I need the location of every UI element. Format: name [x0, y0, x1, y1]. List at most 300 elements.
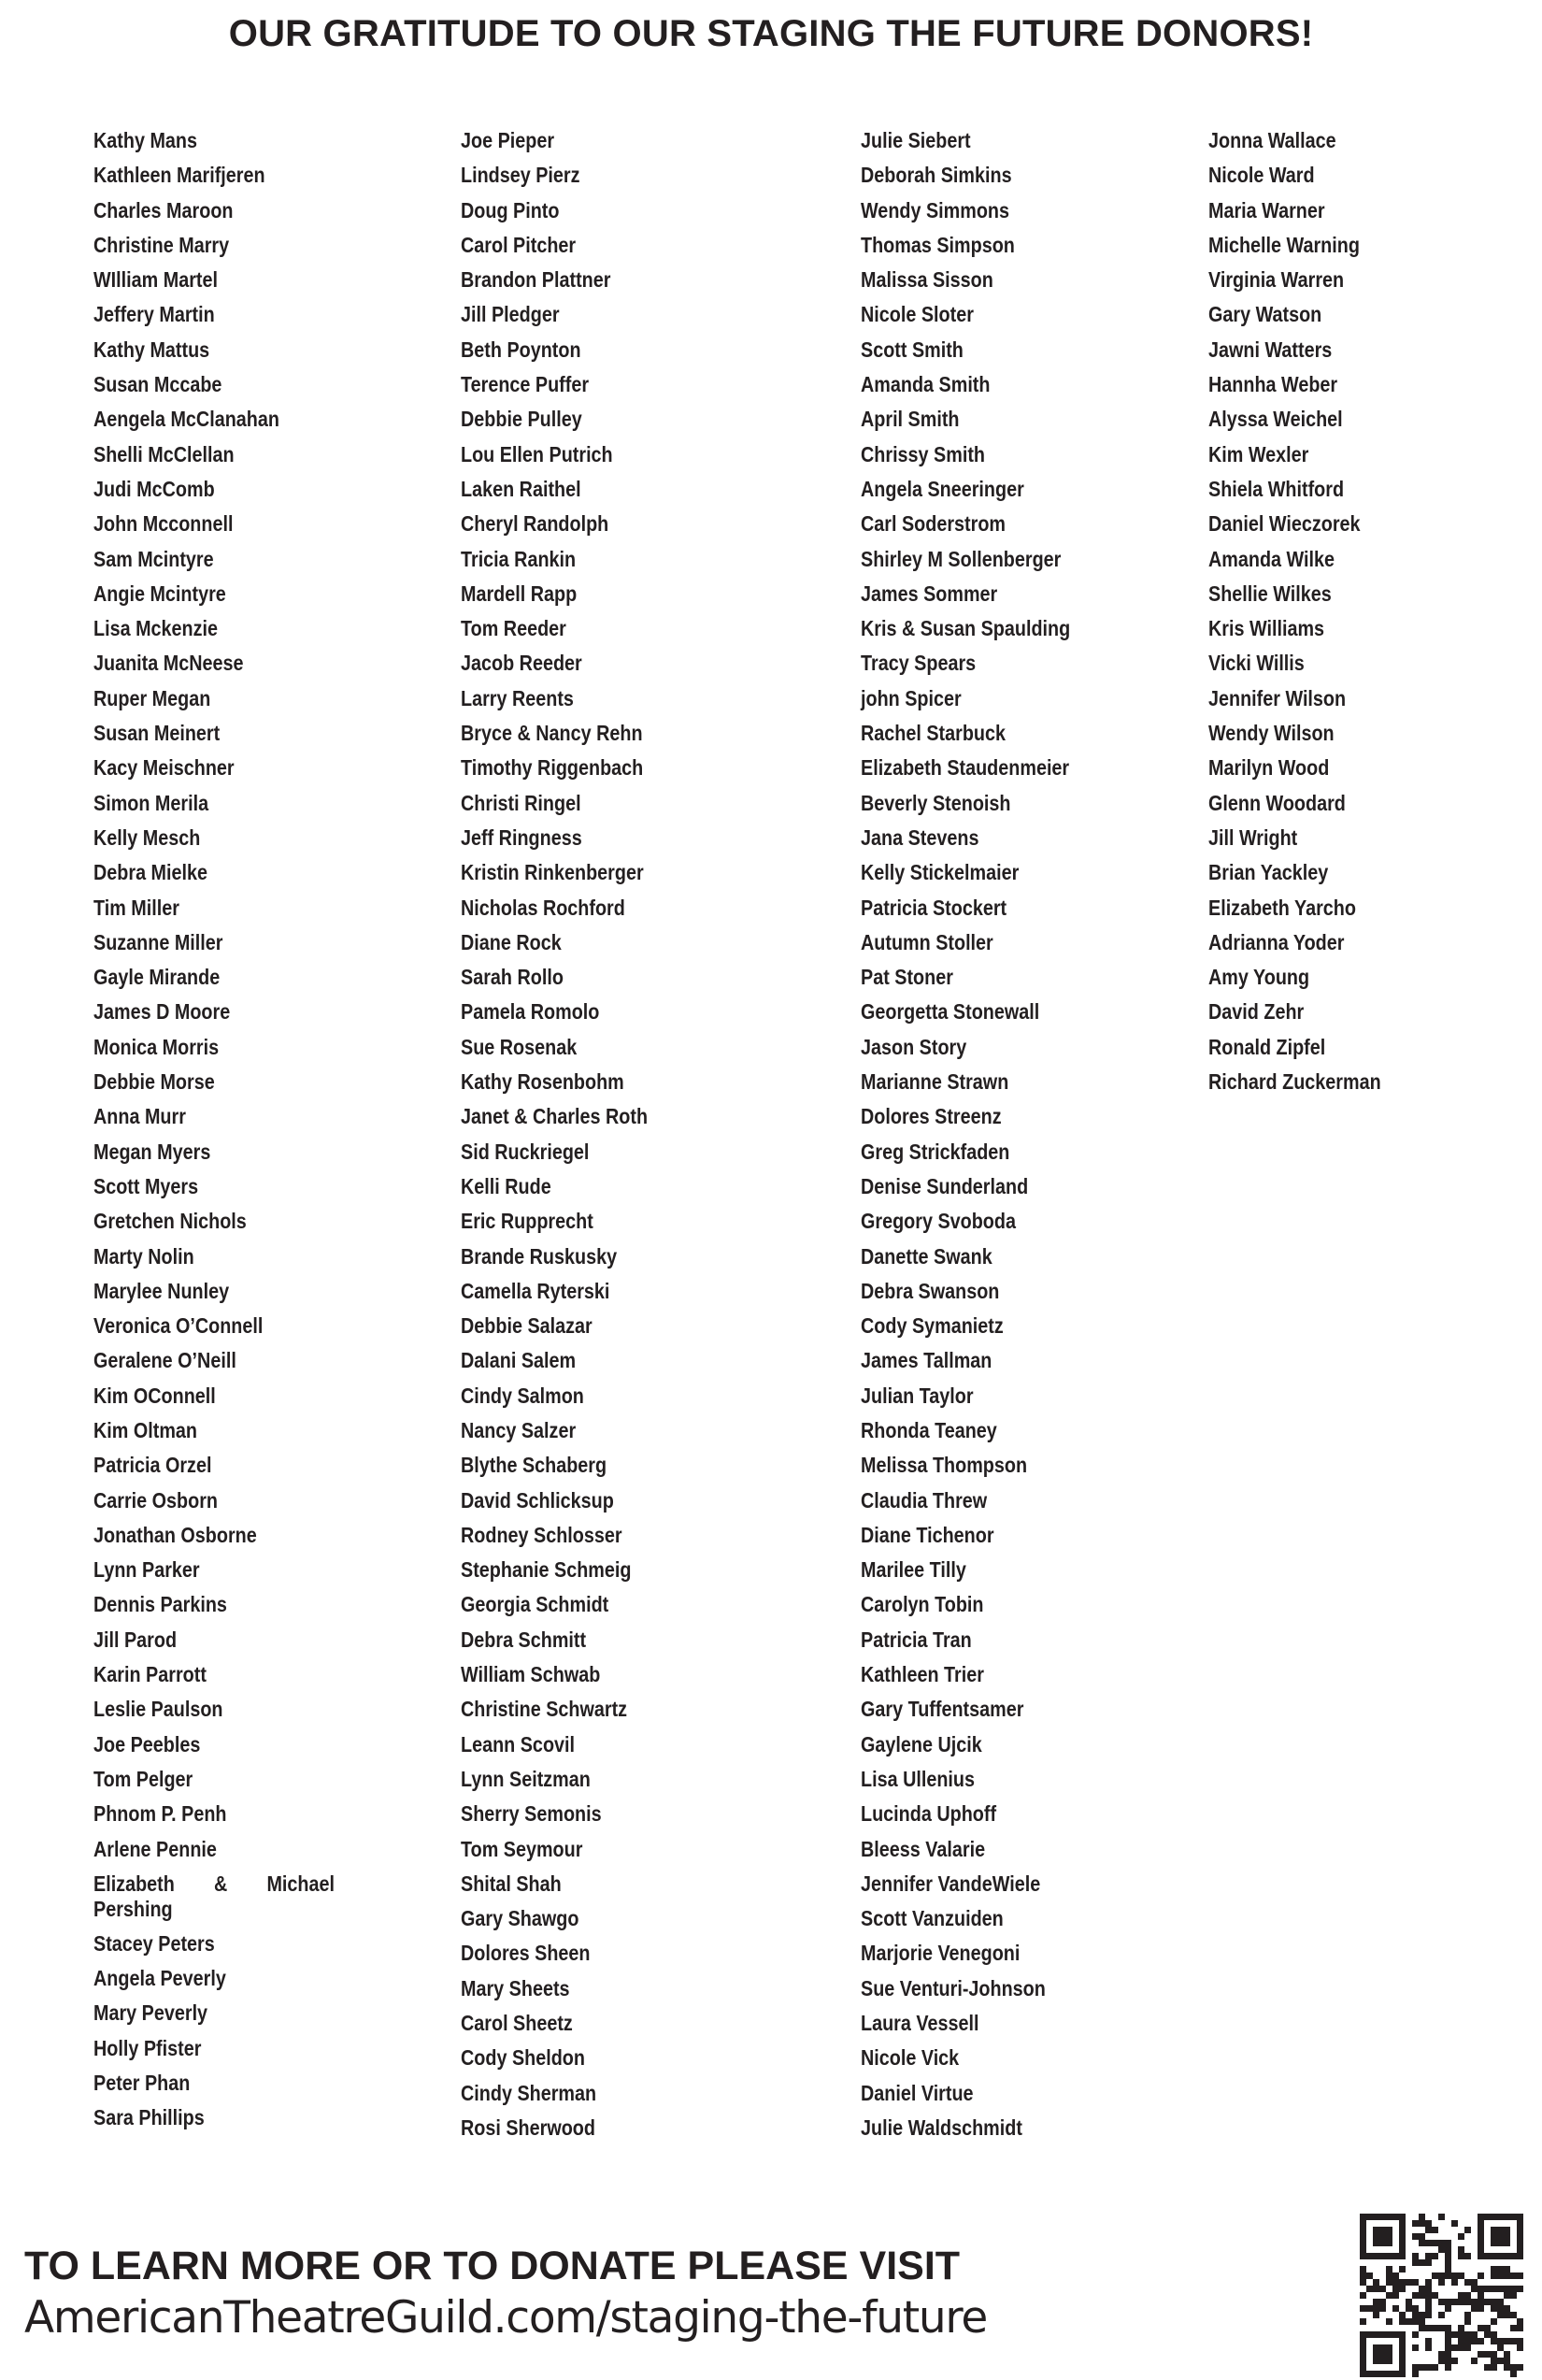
qr-module — [1406, 2279, 1412, 2286]
donor-name: Marilyn Wood — [1208, 755, 1330, 781]
donor-name: David Schlicksup — [461, 1487, 614, 1513]
qr-module — [1445, 2240, 1451, 2246]
qr-module — [1510, 2325, 1517, 2331]
donor-name: Gregory Svoboda — [861, 1209, 1016, 1234]
donor-name: Mary Peverly — [93, 2000, 208, 2026]
qr-module — [1517, 2253, 1523, 2259]
qr-module — [1360, 2318, 1366, 2325]
donor-name: Julian Taylor — [861, 1383, 974, 1408]
qr-module — [1412, 2371, 1419, 2377]
qr-module — [1438, 2279, 1445, 2286]
donor-name: Amanda Wilke — [1208, 546, 1335, 571]
qr-module — [1379, 2227, 1386, 2233]
qr-module — [1360, 2358, 1366, 2364]
donor-name: Camella Ryterski — [461, 1278, 610, 1303]
qr-module — [1517, 2318, 1523, 2325]
qr-module — [1484, 2331, 1491, 2338]
donor-name: Brian Yackley — [1208, 860, 1329, 885]
qr-module — [1458, 2253, 1464, 2259]
donor-name: Carrie Osborn — [93, 1487, 219, 1513]
qr-module — [1379, 2240, 1386, 2246]
qr-module — [1366, 2331, 1373, 2338]
qr-module — [1425, 2259, 1432, 2266]
qr-module — [1497, 2338, 1504, 2344]
donor-name: Jeff Ringness — [461, 824, 582, 850]
qr-module — [1497, 2227, 1504, 2233]
donor-name: James Tallman — [861, 1348, 992, 1373]
qr-module — [1445, 2246, 1451, 2253]
donor-name: Jason Story — [861, 1034, 967, 1059]
qr-module — [1504, 2214, 1510, 2220]
qr-module — [1360, 2227, 1366, 2233]
qr-module — [1464, 2338, 1471, 2344]
qr-module — [1478, 2227, 1484, 2233]
donor-name: Scott Myers — [93, 1173, 199, 1198]
donor-name: Megan Myers — [93, 1139, 211, 1164]
qr-module — [1471, 2299, 1478, 2305]
qr-module — [1412, 2331, 1419, 2338]
qr-module — [1445, 2305, 1451, 2312]
donor-name: Aengela McClanahan — [93, 407, 279, 432]
donor-name: Sara Phillips — [93, 2105, 205, 2130]
donor-name: Shirley M Sollenberger — [861, 546, 1062, 571]
qr-module — [1478, 2325, 1484, 2331]
qr-module — [1399, 2214, 1406, 2220]
donor-name: Lou Ellen Putrich — [461, 441, 613, 466]
qr-module — [1386, 2227, 1392, 2233]
qr-module — [1386, 2358, 1392, 2364]
qr-module — [1438, 2351, 1445, 2358]
qr-module — [1412, 2364, 1419, 2371]
qr-module — [1497, 2305, 1504, 2312]
donor-name: Judi McComb — [93, 476, 215, 501]
qr-module — [1399, 2240, 1406, 2246]
donor-name: Joe Peebles — [93, 1731, 201, 1756]
qr-module — [1478, 2220, 1484, 2227]
qr-module — [1478, 2214, 1484, 2220]
qr-module — [1517, 2286, 1523, 2292]
qr-module — [1392, 2253, 1399, 2259]
donor-name: Phnom P. Penh — [93, 1801, 227, 1827]
qr-module — [1419, 2214, 1425, 2220]
qr-module — [1373, 2214, 1379, 2220]
qr-module — [1504, 2240, 1510, 2246]
donor-column-2 — [461, 123, 678, 2145]
qr-module — [1471, 2305, 1478, 2312]
donor-name: Kathy Mans — [93, 128, 198, 152]
qr-module — [1497, 2358, 1504, 2364]
donor-column-3 — [861, 123, 1105, 2145]
donor-name: Carol Pitcher — [461, 232, 577, 257]
qr-module — [1478, 2233, 1484, 2240]
qr-module — [1478, 2305, 1484, 2312]
qr-module — [1419, 2286, 1425, 2292]
qr-module — [1458, 2325, 1464, 2331]
qr-module — [1445, 2272, 1451, 2279]
qr-code-icon[interactable] — [1360, 2214, 1523, 2377]
qr-module — [1517, 2220, 1523, 2227]
qr-module — [1432, 2272, 1438, 2279]
qr-module — [1451, 2279, 1458, 2286]
qr-module — [1412, 2305, 1419, 2312]
qr-module — [1497, 2233, 1504, 2240]
donor-name: Pat Stoner — [861, 965, 953, 990]
donor-name: Chrissy Smith — [861, 441, 986, 466]
donor-name: Jennifer VandeWiele — [861, 1871, 1041, 1896]
donor-name: Patricia Tran — [861, 1627, 972, 1652]
donor-name: Sarah Rollo — [461, 965, 564, 990]
donor-name: Mary Sheets — [461, 1975, 570, 2000]
qr-module — [1432, 2364, 1438, 2371]
qr-module — [1379, 2358, 1386, 2364]
qr-module — [1360, 2371, 1366, 2377]
donor-name: Elizabeth & Michael Pershing — [93, 1871, 335, 1921]
qr-module — [1425, 2364, 1432, 2371]
qr-module — [1478, 2272, 1484, 2279]
qr-module — [1510, 2272, 1517, 2279]
qr-module — [1445, 2364, 1451, 2371]
qr-module — [1419, 2292, 1425, 2299]
qr-module — [1412, 2312, 1419, 2318]
donor-name: William Schwab — [461, 1662, 601, 1687]
qr-module — [1360, 2279, 1366, 2286]
donor-name: James D Moore — [93, 999, 231, 1025]
qr-module — [1504, 2253, 1510, 2259]
donor-name: Timothy Riggenbach — [461, 755, 644, 781]
qr-module — [1360, 2292, 1366, 2299]
qr-module — [1438, 2312, 1445, 2318]
donor-name: Jill Wright — [1208, 824, 1298, 850]
qr-module — [1445, 2351, 1451, 2358]
qr-module — [1451, 2299, 1458, 2305]
donor-name: Cheryl Randolph — [461, 511, 609, 537]
qr-module — [1504, 2305, 1510, 2312]
qr-module — [1458, 2338, 1464, 2344]
donor-name: Sue Rosenak — [461, 1034, 578, 1059]
qr-module — [1373, 2227, 1379, 2233]
qr-module — [1399, 2364, 1406, 2371]
qr-module — [1360, 2246, 1366, 2253]
qr-module — [1419, 2325, 1425, 2331]
qr-module — [1386, 2344, 1392, 2351]
qr-module — [1451, 2331, 1458, 2338]
qr-module — [1451, 2358, 1458, 2364]
donate-url-link[interactable]: AmericanTheatreGuild.com/staging-the-future — [24, 2292, 987, 2344]
donor-name: John Mcconnell — [93, 511, 234, 537]
qr-module — [1458, 2233, 1464, 2240]
donor-name: Jonathan Osborne — [93, 1522, 257, 1547]
qr-module — [1451, 2344, 1458, 2351]
qr-module — [1399, 2331, 1406, 2338]
donor-name: Gayle Mirande — [93, 965, 221, 990]
qr-module — [1484, 2253, 1491, 2259]
donor-name: Patricia Orzel — [93, 1453, 212, 1478]
donor-name: Jeffery Martin — [93, 302, 215, 327]
qr-module — [1517, 2214, 1523, 2220]
donor-name: Nicole Sloter — [861, 302, 974, 327]
donor-column-1 — [93, 123, 374, 2136]
qr-module — [1471, 2279, 1478, 2286]
qr-module — [1425, 2253, 1432, 2259]
donor-name: Susan Mccabe — [93, 372, 222, 397]
donor-name: Daniel Wieczorek — [1208, 511, 1361, 537]
donor-name: Pamela Romolo — [461, 999, 600, 1025]
qr-module — [1432, 2227, 1438, 2233]
qr-module — [1510, 2338, 1517, 2344]
donor-name: Terence Puffer — [461, 372, 590, 397]
donor-name: Sam Mcintyre — [93, 546, 214, 571]
donor-name: Christi Ringel — [461, 790, 581, 815]
donor-name: Simon Merila — [93, 790, 209, 815]
donor-name: Patricia Stockert — [861, 895, 1007, 920]
donor-name: Amanda Smith — [861, 372, 991, 397]
qr-module — [1517, 2227, 1523, 2233]
qr-module — [1399, 2338, 1406, 2344]
qr-module — [1386, 2233, 1392, 2240]
qr-module — [1360, 2338, 1366, 2344]
qr-module — [1373, 2240, 1379, 2246]
qr-module — [1399, 2266, 1406, 2272]
qr-module — [1445, 2358, 1451, 2364]
qr-module — [1517, 2338, 1523, 2344]
qr-module — [1504, 2358, 1510, 2364]
donor-name: Thomas Simpson — [861, 232, 1015, 257]
donor-name: Rhonda Teaney — [861, 1417, 997, 1442]
qr-module — [1425, 2338, 1432, 2344]
qr-module — [1419, 2233, 1425, 2240]
donor-name: Rosi Sherwood — [461, 2115, 595, 2140]
donor-name: Kelly Stickelmaier — [861, 860, 1020, 885]
qr-module — [1366, 2371, 1373, 2377]
qr-module — [1373, 2253, 1379, 2259]
donor-name: Arlene Pennie — [93, 1836, 217, 1861]
donor-name: Angela Sneeringer — [861, 476, 1024, 501]
qr-module — [1373, 2233, 1379, 2240]
donor-name: Virginia Warren — [1208, 267, 1345, 293]
qr-module — [1491, 2331, 1497, 2338]
donor-name: Hannha Weber — [1208, 372, 1338, 397]
donor-name: Ronald Zipfel — [1208, 1034, 1326, 1059]
qr-module — [1445, 2331, 1451, 2338]
donor-name: Rachel Starbuck — [861, 721, 1007, 746]
donor-name: Leann Scovil — [461, 1731, 576, 1756]
donor-name: Claudia Threw — [861, 1487, 988, 1513]
donor-name: Eric Rupprecht — [461, 1209, 593, 1234]
qr-module — [1373, 2371, 1379, 2377]
qr-module — [1491, 2358, 1497, 2364]
donor-name: Stacey Peters — [93, 1930, 215, 1956]
qr-module — [1412, 2259, 1419, 2266]
qr-module — [1438, 2272, 1445, 2279]
donor-name: Adrianna Yoder — [1208, 929, 1345, 954]
qr-module — [1478, 2338, 1484, 2344]
qr-module — [1491, 2318, 1497, 2325]
donor-name: Debbie Morse — [93, 1069, 215, 1095]
donor-name: Maria Warner — [1208, 197, 1325, 222]
donor-name: Kathy Mattus — [93, 337, 210, 362]
qr-module — [1366, 2286, 1373, 2292]
qr-module — [1497, 2266, 1504, 2272]
donor-name: Wendy Wilson — [1208, 721, 1335, 746]
donor-name: Gary Tuffentsamer — [861, 1697, 1024, 1722]
donor-name: Elizabeth Staudenmeier — [861, 755, 1070, 781]
qr-module — [1478, 2240, 1484, 2246]
donor-name: Tracy Spears — [861, 651, 977, 676]
donor-name: Kelly Mesch — [93, 824, 201, 850]
donor-name: Denise Sunderland — [861, 1173, 1029, 1198]
donor-name: Leslie Paulson — [93, 1697, 223, 1722]
qr-module — [1425, 2312, 1432, 2318]
donor-name: Julie Siebert — [861, 128, 971, 152]
donor-name: Susan Meinert — [93, 721, 221, 746]
qr-module — [1412, 2279, 1419, 2286]
qr-module — [1464, 2227, 1471, 2233]
donor-name: Angie Mcintyre — [93, 581, 226, 606]
donor-name: Scott Vanzuiden — [861, 1906, 1004, 1931]
donor-name: Nicole Ward — [1208, 163, 1315, 188]
donor-name: Gaylene Ujcik — [861, 1731, 982, 1756]
donor-name: Holly Pfister — [93, 2035, 202, 2060]
donor-name: Ruper Megan — [93, 685, 211, 710]
qr-module — [1484, 2214, 1491, 2220]
qr-module — [1406, 2299, 1412, 2305]
qr-module — [1471, 2338, 1478, 2344]
donor-name: Dolores Sheen — [461, 1941, 591, 1966]
qr-module — [1419, 2312, 1425, 2318]
donor-name: Beth Poynton — [461, 337, 581, 362]
qr-module — [1379, 2305, 1386, 2312]
qr-module — [1504, 2272, 1510, 2279]
donor-name: Mardell Rapp — [461, 581, 578, 606]
donor-name: Debra Mielke — [93, 860, 208, 885]
donor-name: Jennifer Wilson — [1208, 685, 1347, 710]
donor-name: Carol Sheetz — [461, 2011, 573, 2036]
donor-name: Gary Watson — [1208, 302, 1322, 327]
donor-name: Lisa Ullenius — [861, 1766, 976, 1791]
qr-module — [1425, 2240, 1432, 2246]
qr-module — [1510, 2364, 1517, 2371]
qr-module — [1517, 2325, 1523, 2331]
qr-module — [1445, 2344, 1451, 2351]
donor-name: Georgetta Stonewall — [861, 999, 1040, 1025]
qr-module — [1517, 2233, 1523, 2240]
donor-name: Kacy Meischner — [93, 755, 235, 781]
qr-module — [1379, 2286, 1386, 2292]
qr-module — [1425, 2344, 1432, 2351]
donor-name: Alyssa Weichel — [1208, 407, 1343, 432]
qr-module — [1491, 2266, 1497, 2272]
donor-name: Marianne Strawn — [861, 1069, 1009, 1095]
qr-module — [1360, 2220, 1366, 2227]
qr-module — [1392, 2305, 1399, 2312]
donor-name: Karin Parrott — [93, 1662, 207, 1687]
qr-module — [1386, 2292, 1392, 2299]
donor-name: Suzanne Miller — [93, 929, 223, 954]
qr-module — [1425, 2220, 1432, 2227]
qr-module — [1379, 2371, 1386, 2377]
donor-name: Nancy Salzer — [461, 1417, 577, 1442]
qr-module — [1464, 2318, 1471, 2325]
qr-module — [1478, 2351, 1484, 2358]
qr-module — [1425, 2227, 1432, 2233]
donor-name: Angela Peverly — [93, 1966, 226, 1991]
qr-module — [1491, 2364, 1497, 2371]
qr-module — [1399, 2233, 1406, 2240]
qr-module — [1464, 2312, 1471, 2318]
donor-name: Jonna Wallace — [1208, 128, 1336, 152]
qr-module — [1386, 2240, 1392, 2246]
qr-module — [1491, 2233, 1497, 2240]
donor-name: Amy Young — [1208, 965, 1310, 990]
qr-module — [1386, 2318, 1392, 2325]
donor-name: Michelle Warning — [1208, 232, 1360, 257]
qr-module — [1399, 2286, 1406, 2292]
donor-name: Tom Pelger — [93, 1766, 193, 1791]
donor-name: Wendy Simmons — [861, 197, 1010, 222]
qr-module — [1458, 2246, 1464, 2253]
qr-module — [1360, 2331, 1366, 2338]
qr-module — [1360, 2233, 1366, 2240]
donor-name: Lynn Parker — [93, 1557, 200, 1583]
qr-module — [1379, 2253, 1386, 2259]
qr-module — [1517, 2240, 1523, 2246]
qr-module — [1399, 2358, 1406, 2364]
donor-name: Shellie Wilkes — [1208, 581, 1332, 606]
donor-name: Nicholas Rochford — [461, 895, 625, 920]
qr-module — [1392, 2272, 1399, 2279]
qr-module — [1491, 2305, 1497, 2312]
qr-module — [1464, 2299, 1471, 2305]
donor-name: Melissa Thompson — [861, 1453, 1028, 1478]
donor-name: Janet & Charles Roth — [461, 1104, 649, 1129]
qr-module — [1438, 2358, 1445, 2364]
qr-module — [1464, 2331, 1471, 2338]
qr-module — [1360, 2351, 1366, 2358]
qr-module — [1386, 2279, 1392, 2286]
qr-module — [1399, 2246, 1406, 2253]
qr-module — [1379, 2233, 1386, 2240]
qr-module — [1517, 2344, 1523, 2351]
donor-name: WIlliam Martel — [93, 267, 219, 293]
qr-module — [1360, 2344, 1366, 2351]
qr-module — [1399, 2344, 1406, 2351]
qr-module — [1484, 2299, 1491, 2305]
donor-name: Anna Murr — [93, 1104, 186, 1129]
qr-module — [1484, 2325, 1491, 2331]
donor-name: Christine Marry — [93, 232, 230, 257]
qr-module — [1366, 2272, 1373, 2279]
qr-module — [1510, 2286, 1517, 2292]
qr-module — [1399, 2253, 1406, 2259]
qr-module — [1497, 2240, 1504, 2246]
qr-module — [1497, 2253, 1504, 2259]
qr-module — [1458, 2272, 1464, 2279]
donor-name: Sherry Semonis — [461, 1801, 602, 1827]
qr-module — [1425, 2286, 1432, 2292]
donor-name: Tom Reeder — [461, 616, 566, 641]
donor-name: Vicki Willis — [1208, 651, 1305, 676]
donor-name: Cindy Sherman — [461, 2080, 597, 2105]
qr-module — [1478, 2246, 1484, 2253]
qr-module — [1373, 2305, 1379, 2312]
qr-module — [1451, 2272, 1458, 2279]
qr-module — [1504, 2292, 1510, 2299]
qr-module — [1373, 2331, 1379, 2338]
donor-name: Juanita McNeese — [93, 651, 244, 676]
qr-module — [1484, 2364, 1491, 2371]
qr-module — [1419, 2364, 1425, 2371]
donor-name: Peter Phan — [93, 2071, 191, 2096]
